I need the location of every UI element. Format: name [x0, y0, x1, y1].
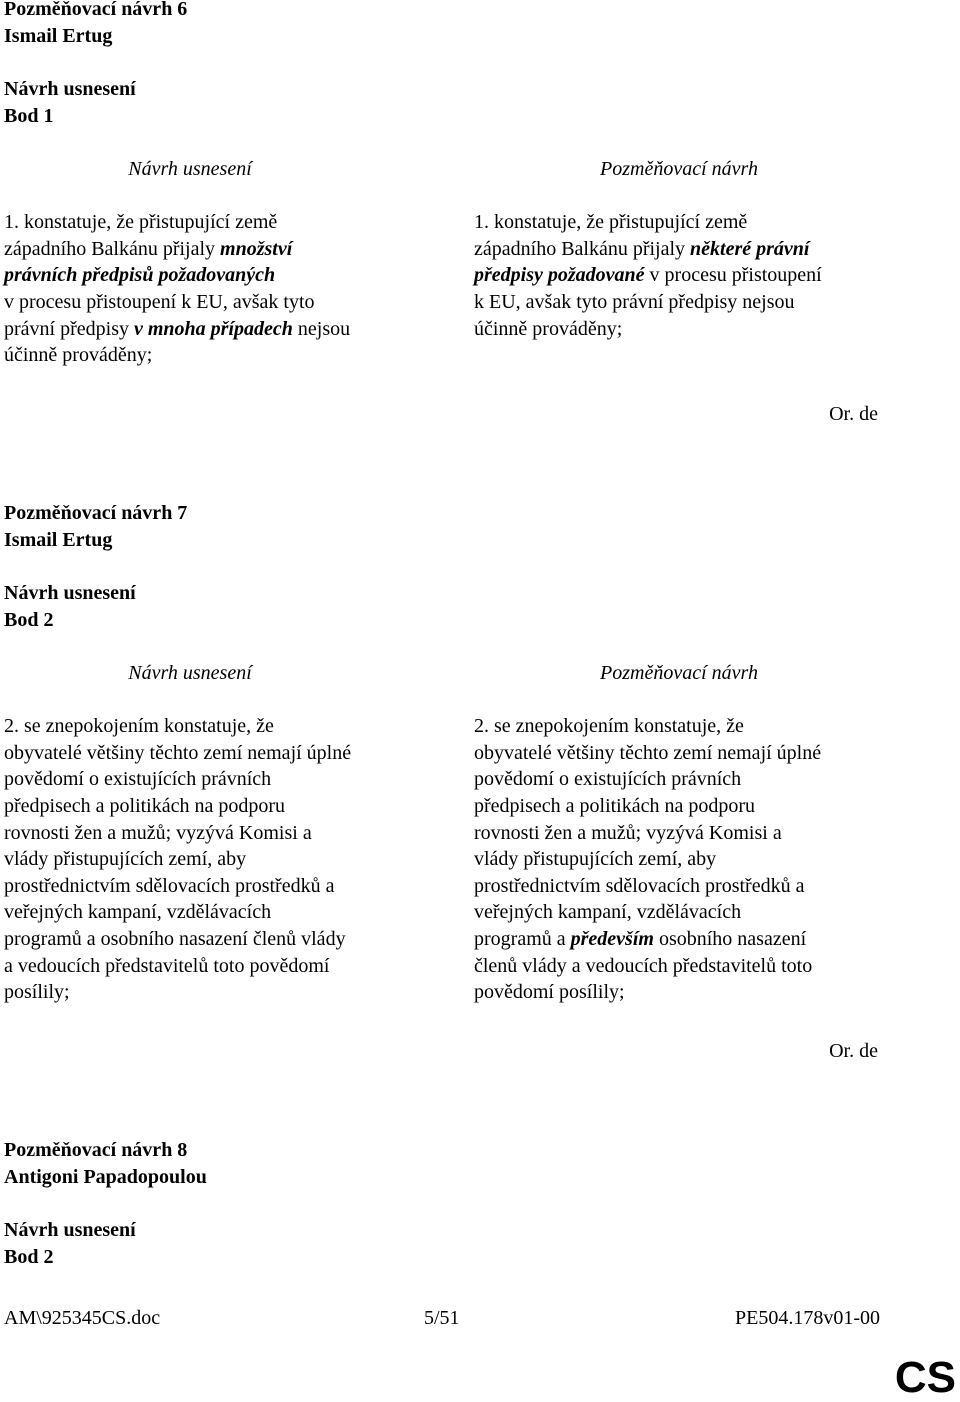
- text-line: předpisech a politikách na podporu: [4, 794, 286, 817]
- amendment-author: Ismail Ertug: [4, 528, 113, 551]
- text-line: programů a především osobního nasazení: [474, 927, 807, 950]
- text-line: veřejných kampaní, vzdělávacích: [474, 901, 742, 924]
- pe-reference: PE504.178v01-00: [735, 1307, 880, 1329]
- text-line: a vedoucích představitelů toto povědomí: [4, 954, 330, 977]
- amended-text: [474, 713, 904, 1006]
- text-line: veřejných kampaní, vzdělávacích: [4, 901, 272, 924]
- amendment-author: Antigoni Papadopoulou: [4, 1165, 207, 1188]
- amendment-8-heading: [4, 1137, 904, 1190]
- column-header-original: Návrh usnesení: [128, 662, 252, 684]
- point-label: Bod 1: [4, 104, 54, 127]
- text-line: posílily;: [4, 981, 70, 1004]
- text-line: 2. se znepokojením konstatuje, že: [4, 715, 274, 738]
- text-line: 1. konstatuje, že přistupující země: [474, 211, 748, 234]
- original-text: [4, 209, 434, 369]
- text-line: účinně prováděny;: [474, 317, 623, 340]
- text-line: obyvatelé většiny těchto zemí nemají úplné: [474, 741, 822, 764]
- text-line: právní předpisy v mnoha případech nejsou: [4, 317, 351, 340]
- column-header-amendment: Pozměňovací návrh: [600, 158, 758, 180]
- text-line: předpisech a politikách na podporu: [474, 794, 756, 817]
- text-line: povědomí o existujících právních: [474, 768, 742, 791]
- document-label: Návrh usnesení: [4, 582, 136, 604]
- column-header-amendment: Pozměňovací návrh: [600, 662, 758, 684]
- page-footer: [4, 1305, 880, 1331]
- amendment-8-reference: [4, 1217, 904, 1270]
- page-number: 5/51: [424, 1307, 460, 1329]
- language-code: CS: [894, 1353, 956, 1402]
- original-text: [4, 713, 434, 1006]
- amendment-title: Pozměňovací návrh 8: [4, 1139, 188, 1161]
- document-label: Návrh usnesení: [4, 1219, 136, 1241]
- text-line: v procesu přistoupení k EU, avšak tyto: [4, 290, 315, 313]
- amendment-7-heading: [4, 500, 904, 553]
- original-language-note: Or. de: [829, 403, 878, 425]
- text-line: povědomí posílily;: [474, 981, 625, 1004]
- amendment-7-amended-column: [474, 660, 904, 1006]
- amendment-6-original-column: [4, 156, 434, 369]
- text-line: západního Balkánu přijaly některé právní: [474, 237, 810, 260]
- text-line: vlády přistupujících zemí, aby: [4, 848, 247, 871]
- text-line: předpisy požadované v procesu přistoupení: [474, 264, 822, 287]
- amendment-author: Ismail Ertug: [4, 24, 113, 47]
- text-line: západního Balkánu přijaly množství: [4, 237, 293, 260]
- amendment-6-heading: [4, 0, 904, 49]
- text-line: 2. se znepokojením konstatuje, že: [474, 715, 744, 738]
- text-line: prostřednictvím sdělovacích prostředků a: [474, 874, 805, 897]
- text-line: rovnosti žen a mužů; vyzývá Komisi a: [474, 821, 782, 844]
- point-label: Bod 2: [4, 1245, 54, 1268]
- point-label: Bod 2: [4, 608, 54, 631]
- amendment-6-reference: [4, 76, 904, 129]
- amendment-title: Pozměňovací návrh 6: [4, 0, 188, 20]
- amendment-7-reference: [4, 580, 904, 633]
- column-header-original: Návrh usnesení: [128, 158, 252, 180]
- text-line: prostřednictvím sdělovacích prostředků a: [4, 874, 335, 897]
- amendment-6-amended-column: [474, 156, 904, 342]
- text-line: právních předpisů požadovaných: [4, 264, 276, 287]
- text-line: povědomí o existujících právních: [4, 768, 272, 791]
- text-line: účinně prováděny;: [4, 344, 153, 367]
- text-line: rovnosti žen a mužů; vyzývá Komisi a: [4, 821, 312, 844]
- document-label: Návrh usnesení: [4, 78, 136, 100]
- amendment-7-original-column: [4, 660, 434, 1006]
- text-line: členů vlády a vedoucích představitelů toto: [474, 954, 813, 977]
- text-line: 1. konstatuje, že přistupující země: [4, 211, 278, 234]
- amendment-title: Pozměňovací návrh 7: [4, 502, 188, 524]
- text-line: k EU, avšak tyto právní předpisy nejsou: [474, 290, 795, 313]
- original-language-note: Or. de: [829, 1040, 878, 1062]
- text-line: programů a osobního nasazení členů vlády: [4, 927, 346, 950]
- amended-text: [474, 209, 904, 342]
- text-line: vlády přistupujících zemí, aby: [474, 848, 717, 871]
- document-reference: AM\925345CS.doc: [4, 1307, 161, 1329]
- text-line: obyvatelé většiny těchto zemí nemají úplné: [4, 741, 352, 764]
